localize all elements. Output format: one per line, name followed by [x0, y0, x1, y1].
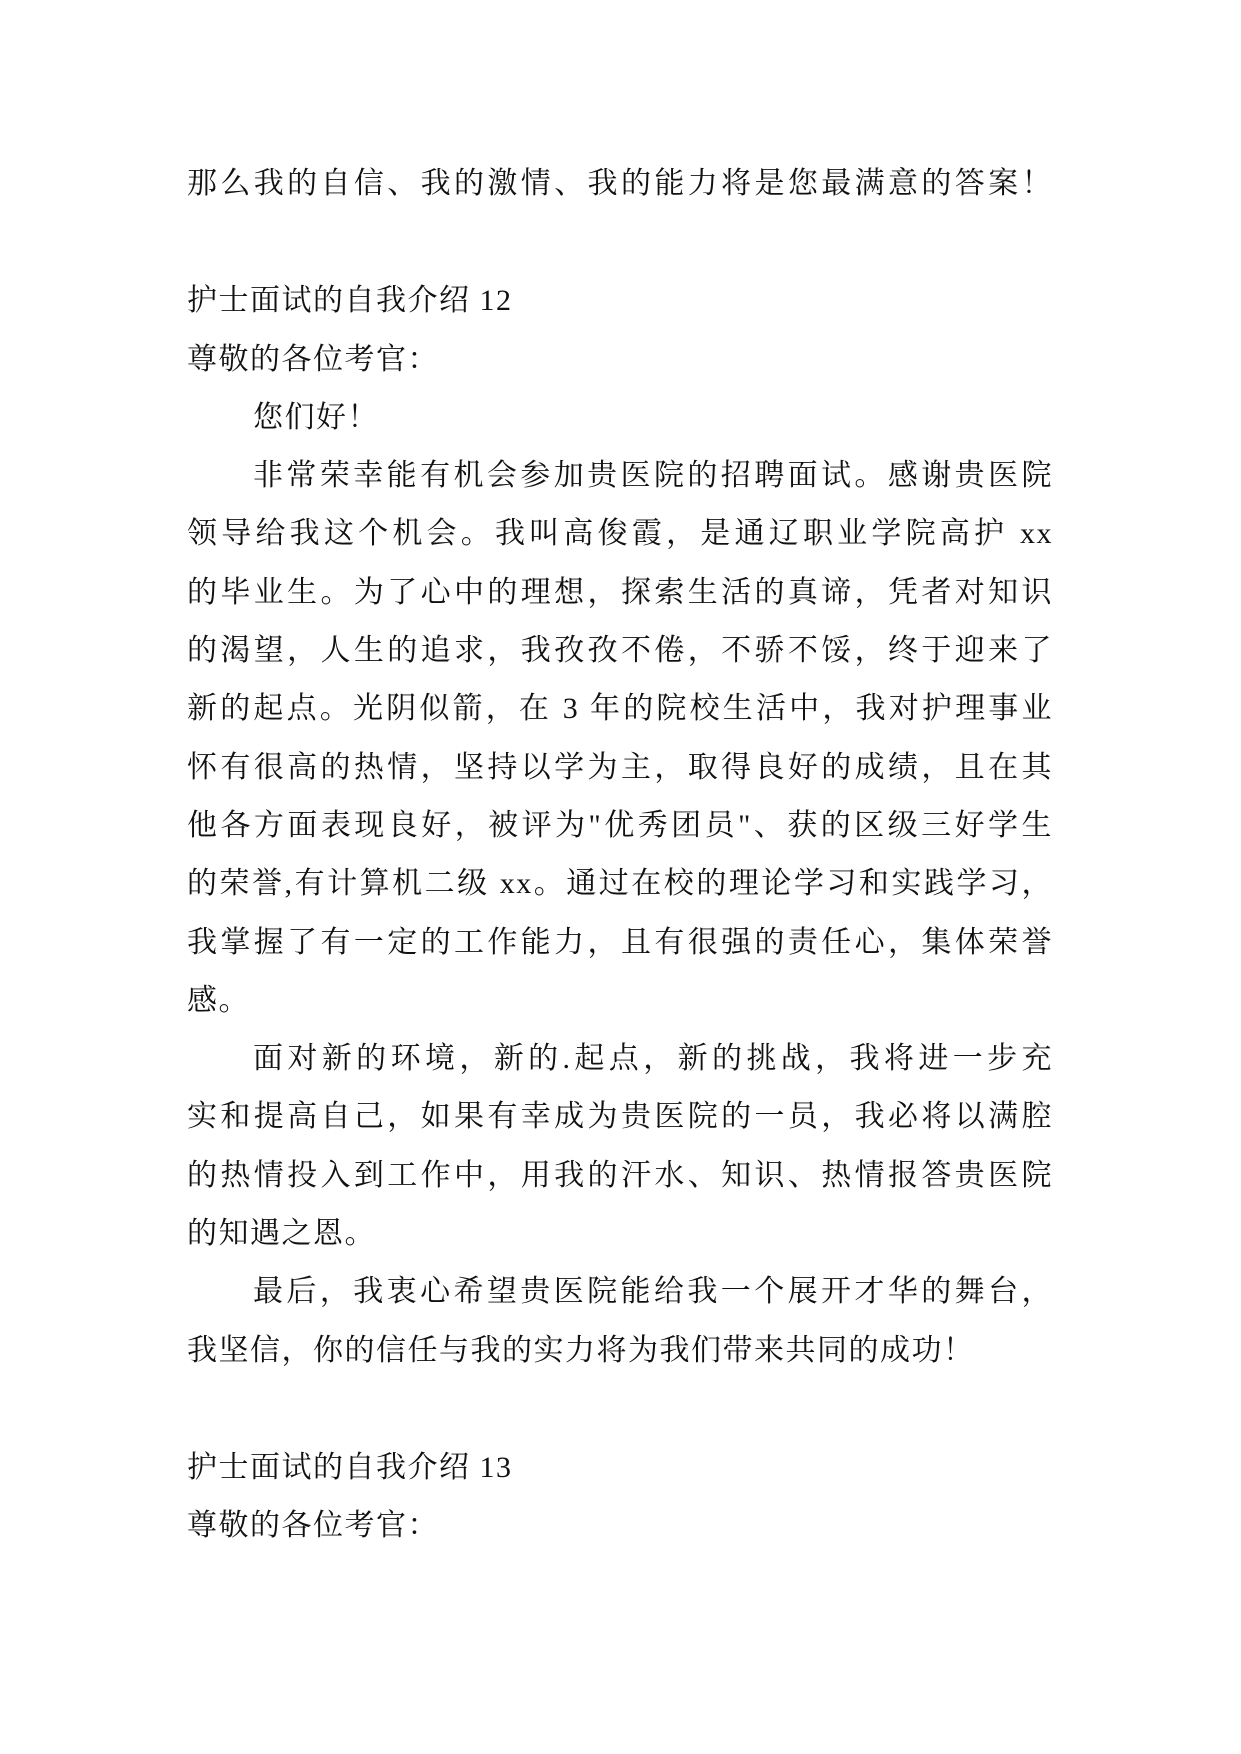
section-12	[187, 272, 1053, 1380]
paragraph-line: 我坚信，你的信任与我的实力将为我们带来共同的成功！	[187, 1333, 975, 1367]
section-heading: 护士面试的自我介绍 13	[187, 1450, 513, 1484]
paragraph-line: 的渴望，人生的追求，我孜孜不倦，不骄不馁，终于迎来了	[187, 634, 1053, 668]
paragraph-line: 面对新的环境，新的.起点，新的挑战，我将进一步充	[253, 1042, 1053, 1076]
salutation: 尊敬的各位考官：	[187, 1509, 439, 1543]
paragraph-line: 的热情投入到工作中，用我的汗水、知识、热情报答贵医院	[187, 1158, 1053, 1192]
paragraph-line: 的知遇之恩。	[187, 1217, 376, 1251]
paragraph-line: 非常荣幸能有机会参加贵医院的招聘面试。感谢贵医院	[253, 459, 1053, 493]
section-13	[187, 1439, 1053, 1556]
paragraph-line: 他各方面表现良好，被评为"优秀团员"、获的区级三好学生	[187, 808, 1053, 842]
document-body	[187, 155, 1053, 1556]
paragraph-line: 的荣誉,有计算机二级 xx。通过在校的理论学习和实践学习，	[187, 867, 1053, 901]
paragraph-greeting	[187, 389, 1053, 447]
paragraph-line: 感。	[187, 983, 250, 1017]
paragraph-line: 怀有很高的热情，坚持以学为主，取得良好的成绩，且在其	[187, 750, 1053, 784]
paragraph-commitment	[187, 1030, 1053, 1263]
paragraph-line: 新的起点。光阴似箭，在 3 年的院校生活中，我对护理事业	[187, 692, 1053, 726]
salutation: 尊敬的各位考官：	[187, 342, 439, 376]
paragraph-closing	[187, 1263, 1053, 1380]
paragraph-line: 最后，我衷心希望贵医院能给我一个展开才华的舞台，	[253, 1275, 1053, 1309]
paragraph-introduction	[187, 447, 1053, 1030]
paragraph-line: 您们好！	[253, 400, 379, 434]
paragraph-line: 实和提高自己，如果有幸成为贵医院的一员，我必将以满腔	[187, 1100, 1053, 1134]
paragraph-line: 领导给我这个机会。我叫高俊霞，是通辽职业学院高护 xx	[187, 517, 1053, 551]
paragraph-line: 我掌握了有一定的工作能力，且有很强的责任心，集体荣誉	[187, 925, 1053, 959]
paragraph-line: 那么我的自信、我的激情、我的能力将是您最满意的答案！	[187, 167, 1053, 200]
section-heading: 护士面试的自我介绍 12	[187, 284, 513, 318]
continued-paragraph	[187, 155, 1053, 213]
paragraph-line: 的毕业生。为了心中的理想，探索生活的真谛，凭者对知识	[187, 575, 1053, 609]
